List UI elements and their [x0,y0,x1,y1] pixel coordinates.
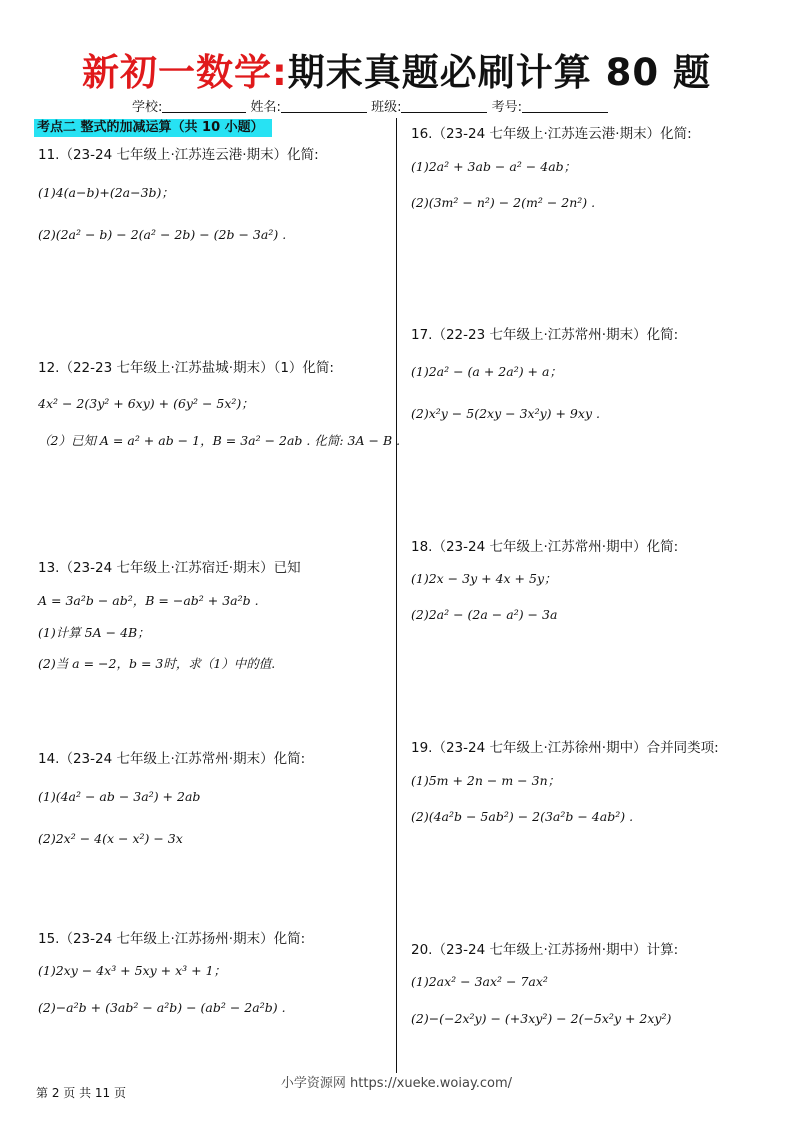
question-17-title: 17.（22-23 七年级上·江苏常州·期末）化简: [411,327,679,343]
question-19-part1: (1)5m + 2n − m − 3n； [411,773,561,788]
question-13-part1: (1)计算 5A − 4B； [38,625,150,640]
name-label: 姓名: [250,100,281,115]
column-divider [396,118,397,1073]
school-field[interactable] [162,99,246,113]
question-16-title: 16.（23-24 七年级上·江苏连云港·期末）化简: [411,126,692,142]
question-15-part1: (1)2xy − 4x³ + 5xy + x³ + 1； [38,963,227,978]
question-11-part2: (2)(2a² − b) − 2(a² − 2b) − (2b − 3a²) . [38,227,287,242]
question-20-title: 20.（23-24 七年级上·江苏扬州·期中）计算: [411,942,679,958]
question-18-part2: (2)2a² − (2a − a²) − 3a [411,607,558,622]
question-11-title: 11.（23-24 七年级上·江苏连云港·期末）化简: [38,147,319,163]
question-19-part2: (2)(4a²b − 5ab²) − 2(3a²b − 4ab²) . [411,809,634,824]
question-17-part1: (1)2a² − (a + 2a²) + a； [411,364,562,379]
title-red-part: 新初一数学: [81,51,288,94]
question-14-title: 14.（23-24 七年级上·江苏常州·期末）化简: [38,751,306,767]
watermark-link[interactable]: 小学资源网 https://xueke.woiay.com/ [280,1076,513,1091]
number-label: 考号: [491,100,522,115]
question-18-part1: (1)2x − 3y + 4x + 5y； [411,571,557,586]
question-12-title: 12.（22-23 七年级上·江苏盐城·期末）（1）化简: [38,360,334,376]
question-17-part2: (2)x²y − 5(2xy − 3x²y) + 9xy . [411,406,600,421]
class-field[interactable] [401,99,487,113]
student-info-line [132,96,608,115]
question-13-part2: (2)当 a = −2，b = 3时，求（1）中的值. [38,656,276,671]
question-18-title: 18.（23-24 七年级上·江苏常州·期中）化简: [411,539,679,555]
page-number: 第 2 页 共 11 页 [36,1086,126,1100]
question-20-part2: (2)−(−2x²y) − (+3xy²) − 2(−5x²y + 2xy²) [411,1011,672,1026]
question-14-part2: (2)2x² − 4(x − x²) − 3x [38,831,183,846]
question-20-part1: (1)2ax² − 3ax² − 7ax² [411,974,548,989]
question-12-part2: （2）已知 A = a² + ab − 1，B = 3a² − 2ab . 化简: 3A − B . [38,433,401,448]
class-label: 班级: [371,100,402,115]
question-13-title: 13.（23-24 七年级上·江苏宿迁·期末）已知 [38,560,301,576]
school-label: 学校: [132,100,163,115]
section-heading: 考点二 整式的加减运算（共 10 小题） [34,119,272,137]
question-13-given: A = 3a²b − ab²，B = −ab² + 3a²b . [38,593,259,608]
title-black-part: 期末真题必刷计算 80 题 [287,51,712,94]
question-16-part2: (2)(3m² − n²) − 2(m² − 2n²) . [411,195,596,210]
question-15-title: 15.（23-24 七年级上·江苏扬州·期末）化简: [38,931,306,947]
page-title [0,42,793,96]
name-field[interactable] [281,99,367,113]
question-14-part1: (1)(4a² − ab − 3a²) + 2ab [38,789,201,804]
question-11-part1: (1)4(a−b)+(2a−3b)； [38,185,174,200]
question-12-part1: 4x² − 2(3y² + 6xy) + (6y² − 5x²)； [38,396,254,411]
question-16-part1: (1)2a² + 3ab − a² − 4ab； [411,159,577,174]
number-field[interactable] [522,99,608,113]
question-19-title: 19.（23-24 七年级上·江苏徐州·期中）合并同类项: [411,740,719,756]
question-15-part2: (2)−a²b + (3ab² − a²b) − (ab² − 2a²b) . [38,1000,286,1015]
